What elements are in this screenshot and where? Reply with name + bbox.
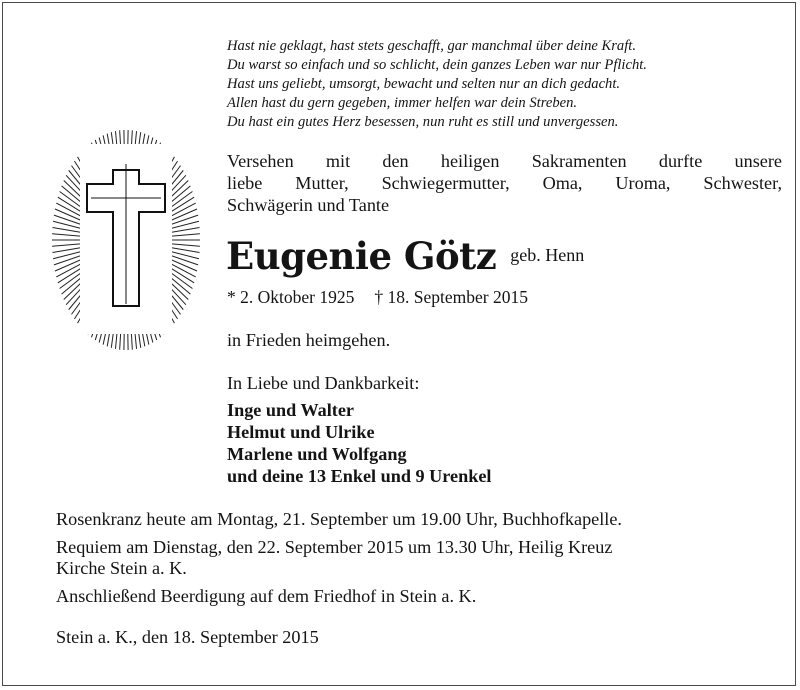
intro-text <box>227 150 782 194</box>
maiden-name: geb. Henn <box>510 245 585 265</box>
intro-line: liebe Mutter, Schwiegermutter, Oma, Uroma, Schwester, <box>227 173 782 193</box>
passed-text: in Frieden heimgehen. <box>227 330 391 350</box>
poem-line: Du hast ein gutes Herz besessen, nun ruht es still und unvergessen. <box>227 114 619 130</box>
life-dates <box>227 286 528 308</box>
deceased-name: Eugenie Götz <box>226 234 497 278</box>
family-member: Helmut und Ulrike <box>227 422 375 442</box>
cross-with-rays-icon <box>50 128 202 353</box>
birth-date: * 2. Oktober 1925 <box>227 287 355 307</box>
requiem-info-line2: Kirche Stein a. K. <box>56 558 187 578</box>
burial-info: Anschließend Beerdigung auf dem Friedhof in Stein a. K. <box>56 586 477 606</box>
family-member: Marlene und Wolfgang <box>227 444 407 464</box>
gratitude-text: In Liebe und Dankbarkeit: <box>227 373 420 393</box>
rosary-info: Rosenkranz heute am Montag, 21. September um 19.00 Uhr, Buchhofkapelle. <box>56 509 622 529</box>
requiem-info-line1: Requiem am Dienstag, den 22. September 2015 um 13.30 Uhr, Heilig Kreuz <box>56 537 613 557</box>
poem-line: Allen hast du gern gegeben, immer helfen war dein Streben. <box>227 95 578 111</box>
deceased-name-line <box>226 232 584 280</box>
poem-line: Hast uns geliebt, umsorgt, bewacht und selten nur an dich gedacht. <box>227 76 621 92</box>
death-date: † 18. September 2015 <box>374 287 528 307</box>
place-date: Stein a. K., den 18. September 2015 <box>56 627 319 647</box>
family-member: Inge und Walter <box>227 400 355 420</box>
family-member: und deine 13 Enkel und 9 Urenkel <box>227 466 492 486</box>
intro-line-last: Schwägerin und Tante <box>227 195 390 215</box>
intro-line: Versehen mit den heiligen Sakramenten durfte unsere <box>227 151 782 171</box>
memorial-poem <box>227 37 787 132</box>
poem-line: Hast nie geklagt, hast stets geschafft, gar manchmal über deine Kraft. <box>227 38 636 54</box>
poem-line: Du warst so einfach und so schlicht, dein ganzes Leben war nur Pflicht. <box>227 57 647 73</box>
family-list <box>227 399 491 487</box>
